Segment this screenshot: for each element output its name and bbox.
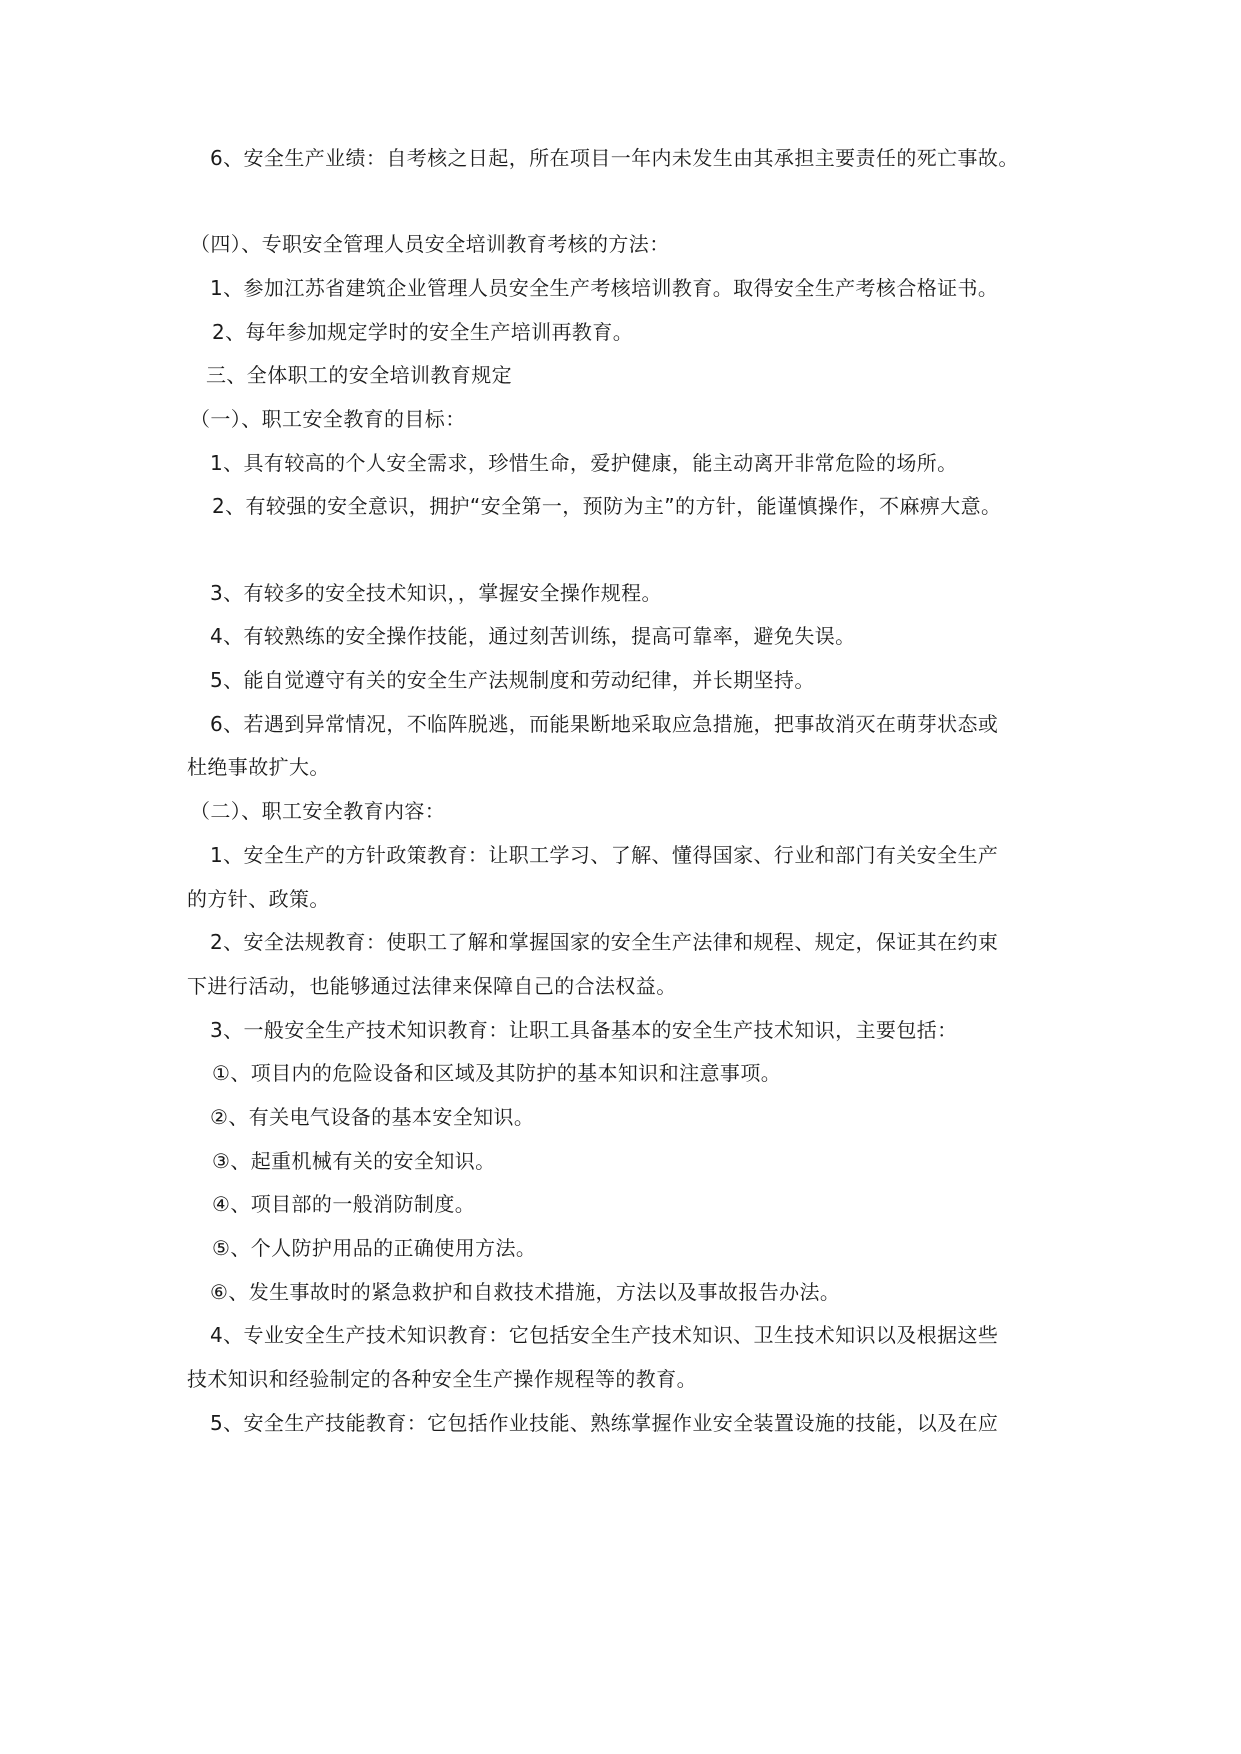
list-item: ③、起重机械有关的安全知识。 bbox=[212, 1149, 496, 1173]
text-line: 5、安全生产技能教育：它包括作业技能、熟练掌握作业安全装置设施的技能，以及在应 bbox=[210, 1411, 999, 1435]
section-heading: （二）、职工安全教育内容： bbox=[190, 799, 446, 823]
text-line: 技术知识和经验制定的各种安全生产操作规程等的教育。 bbox=[187, 1367, 697, 1391]
text-line: 下进行活动，也能够通过法律来保障自己的合法权益。 bbox=[187, 974, 677, 998]
text-line: 5、能自觉遵守有关的安全生产法规制度和劳动纪律，并长期坚持。 bbox=[210, 668, 815, 692]
text-line: 2、有较强的安全意识，拥护“安全第一，预防为主”的方针，能谨慎操作，不麻痹大意。 bbox=[212, 494, 1002, 518]
text-line: 1、具有较高的个人安全需求，珍惜生命，爱护健康，能主动离开非常危险的场所。 bbox=[210, 451, 958, 475]
list-item: ④、项目部的一般消防制度。 bbox=[212, 1192, 476, 1216]
text-line: 4、有较熟练的安全操作技能，通过刻苦训练，提高可靠率，避免失误。 bbox=[210, 624, 856, 648]
text-line: 杜绝事故扩大。 bbox=[187, 755, 330, 779]
section-heading: （四）、专职安全管理人员安全培训教育考核的方法： bbox=[190, 232, 670, 256]
list-item: ②、有关电气设备的基本安全知识。 bbox=[210, 1105, 535, 1129]
section-heading: （一）、职工安全教育的目标： bbox=[190, 407, 466, 431]
text-line: 的方针、政策。 bbox=[187, 887, 330, 911]
text-line: 6、若遇到异常情况，不临阵脱逃，而能果断地采取应急措施，把事故消灭在萌芽状态或 bbox=[210, 712, 999, 736]
text-line: 2、安全法规教育：使职工了解和掌握国家的安全生产法律和规程、规定，保证其在约束 bbox=[210, 930, 999, 954]
list-item: ⑥、发生事故时的紧急救护和自救技术措施，方法以及事故报告办法。 bbox=[210, 1280, 841, 1304]
text-line: 2、每年参加规定学时的安全生产培训再教育。 bbox=[212, 320, 634, 344]
text-line: 1、安全生产的方针政策教育：让职工学习、了解、懂得国家、行业和部门有关安全生产 bbox=[210, 843, 999, 867]
list-item: ⑤、个人防护用品的正确使用方法。 bbox=[212, 1236, 537, 1260]
text-line: 6、安全生产业绩：自考核之日起，所在项目一年内未发生由其承担主要责任的死亡事故。 bbox=[210, 146, 1019, 170]
text-line: 3、有较多的安全技术知识，，掌握安全操作规程。 bbox=[210, 581, 662, 605]
text-line: 1、参加江苏省建筑企业管理人员安全生产考核培训教育。取得安全生产考核合格证书。 bbox=[210, 276, 999, 300]
list-item: ①、项目内的危险设备和区域及其防护的基本知识和注意事项。 bbox=[212, 1061, 782, 1085]
section-heading: 三、全体职工的安全培训教育规定 bbox=[206, 363, 512, 387]
text-line: 4、专业安全生产技术知识教育：它包括安全生产技术知识、卫生技术知识以及根据这些 bbox=[210, 1323, 999, 1347]
text-line: 3、一般安全生产技术知识教育：让职工具备基本的安全生产技术知识，主要包括： bbox=[210, 1018, 958, 1042]
